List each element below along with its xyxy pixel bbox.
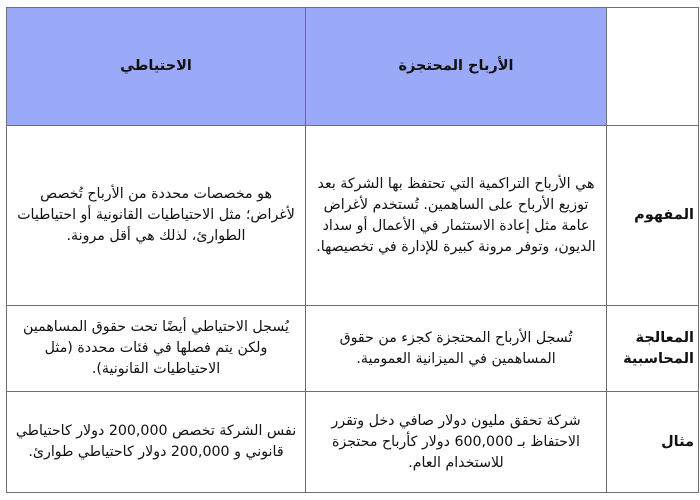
cell-accounting-reserve: يُسجل الاحتياطي أيضًا تحت حقوق المساهمين ولكن يتم فصلها في فئات محددة (مثل الاحتياطيات القانونية).: [7, 306, 306, 392]
row-label-accounting-treatment: المعالجة المحاسبية: [607, 306, 699, 392]
corner-cell: [607, 8, 699, 126]
cell-example-reserve: نفس الشركة تخصص 200,000 دولار كاحتياطي قانوني و 200,000 دولار كاحتياطي طوارئ.: [7, 392, 306, 493]
cell-concept-reserve: هو مخصصات محددة من الأرباح تُخصص لأغراض؛ مثل الاحتياطيات القانونية أو احتياطيات الطوارئ، لذلك هي أقل مرونة.: [7, 126, 306, 306]
comparison-table-container: [6, 7, 698, 493]
cell-concept-retained-earnings: هي الأرباح التراكمية التي تحتفظ بها الشركة بعد توزيع الأرباح على الساهمين. تُستخدم لأغراض عامة مثل إعادة الاستثمار في الأعمال أو سداد الديون، وتوفر مرونة كبيرة للإدارة في تخصيصها.: [306, 126, 607, 306]
comparison-table: [6, 7, 699, 493]
row-label-example: مثال: [607, 392, 699, 493]
table-row-accounting-treatment: [7, 306, 699, 392]
cell-accounting-retained-earnings: تُسجل الأرباح المحتجزة كجزء من حقوق المساهمين في الميزانية العمومية.: [306, 306, 607, 392]
column-header-retained-earnings: الأرباح المحتجزة: [306, 8, 607, 126]
row-label-concept: المفهوم: [607, 126, 699, 306]
table-row-concept: [7, 126, 699, 306]
column-header-reserve: الاحتياطي: [7, 8, 306, 126]
cell-example-retained-earnings: شركة تحقق مليون دولار صافي دخل وتقرر الاحتفاظ بـ 600,000 دولار كأرباح محتجزة للاستخدام العام.: [306, 392, 607, 493]
table-row-example: [7, 392, 699, 493]
header-row: [7, 8, 699, 126]
